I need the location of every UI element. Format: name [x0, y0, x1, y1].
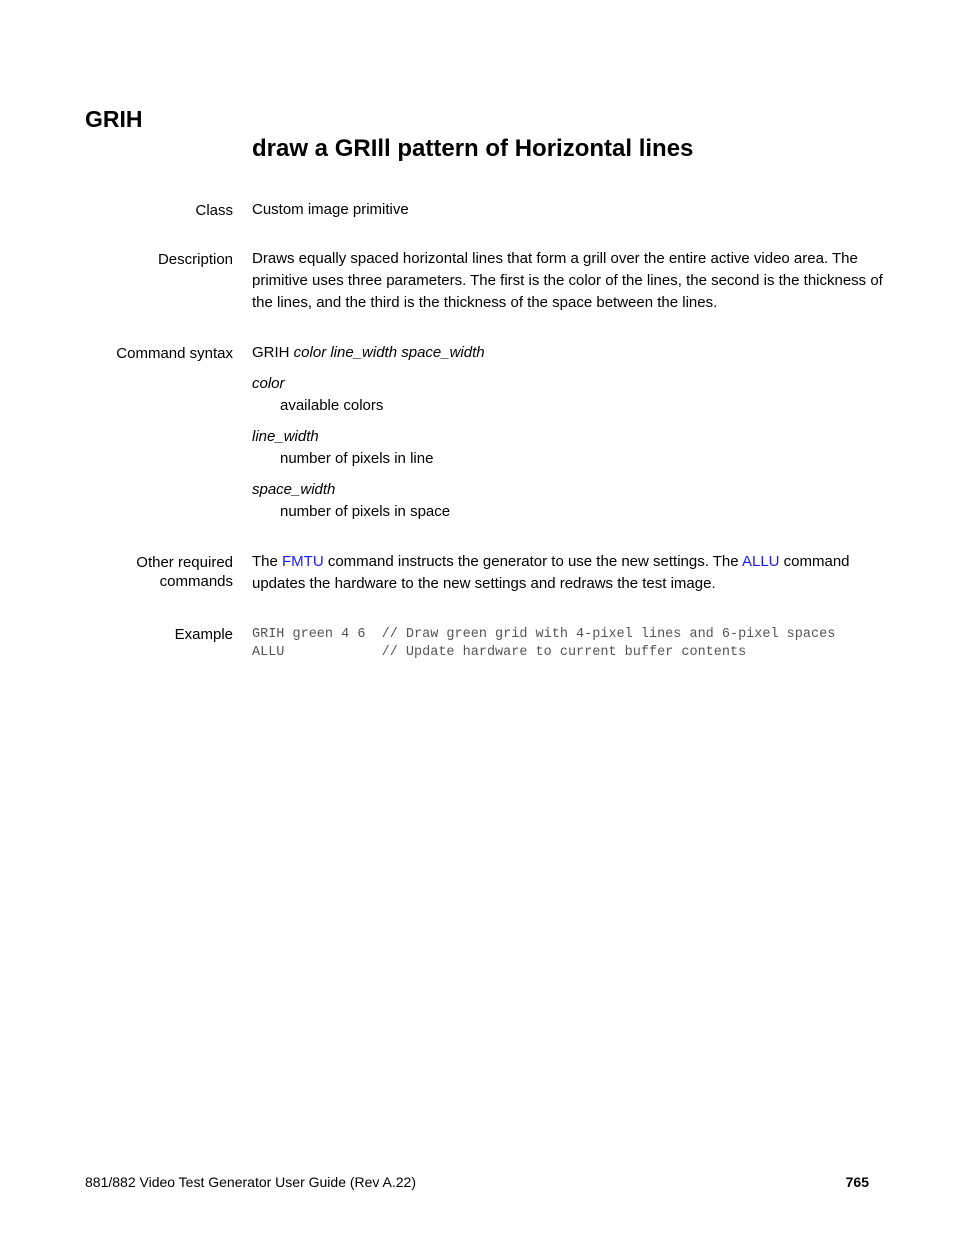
- syntax-command: GRIH: [252, 344, 290, 361]
- fmtu-link[interactable]: FMTU: [282, 553, 324, 570]
- param-name: line_width: [252, 428, 319, 445]
- param-name: space_width: [252, 481, 336, 498]
- other-text-part1: The: [252, 553, 283, 570]
- syntax-params: color line_width space_width: [293, 344, 485, 361]
- description-text: Draws equally spaced horizontal lines that form a grill over the entire active video area. The primitive uses three parameters. The first is the color of the lines, the second is the thickness of the lines, and the third is the thickness of the space between the lines.: [252, 250, 883, 311]
- other-text-part2: command instructs the generator to use the new settings. The: [323, 553, 742, 570]
- class-label: Class: [195, 202, 233, 219]
- other-commands-text: [252, 551, 892, 595]
- other-text-part3: command updates the hardware to the new settings and redraws the test image.: [252, 553, 850, 592]
- syntax-label: Command syntax: [116, 345, 233, 362]
- param-description: number of pixels in space: [280, 503, 451, 520]
- other-commands-label-line1: Other required: [136, 554, 233, 571]
- syntax-line: [252, 342, 892, 364]
- class-value: Custom image primitive: [252, 201, 409, 218]
- page-title: draw a GRIll pattern of Horizontal lines: [252, 135, 694, 162]
- param-description: number of pixels in line: [280, 450, 434, 467]
- footer-doc-title: 881/882 Video Test Generator User Guide (Rev A.22): [85, 1174, 417, 1190]
- example-code-line: GRIH green 4 6 // Draw green grid with 4-pixel lines and 6-pixel spaces: [252, 627, 836, 642]
- command-name: GRIH: [85, 106, 143, 132]
- example-label: Example: [174, 626, 233, 643]
- description-label: Description: [157, 251, 233, 268]
- param-description: available colors: [280, 397, 384, 414]
- other-commands-label-line2: commands: [159, 573, 233, 590]
- param-name: color: [252, 375, 285, 392]
- allu-link[interactable]: ALLU: [741, 553, 780, 570]
- footer-page-number: 765: [845, 1174, 869, 1190]
- other-commands-label: [136, 553, 233, 591]
- example-code-line: ALLU // Update hardware to current buffer contents: [252, 645, 747, 660]
